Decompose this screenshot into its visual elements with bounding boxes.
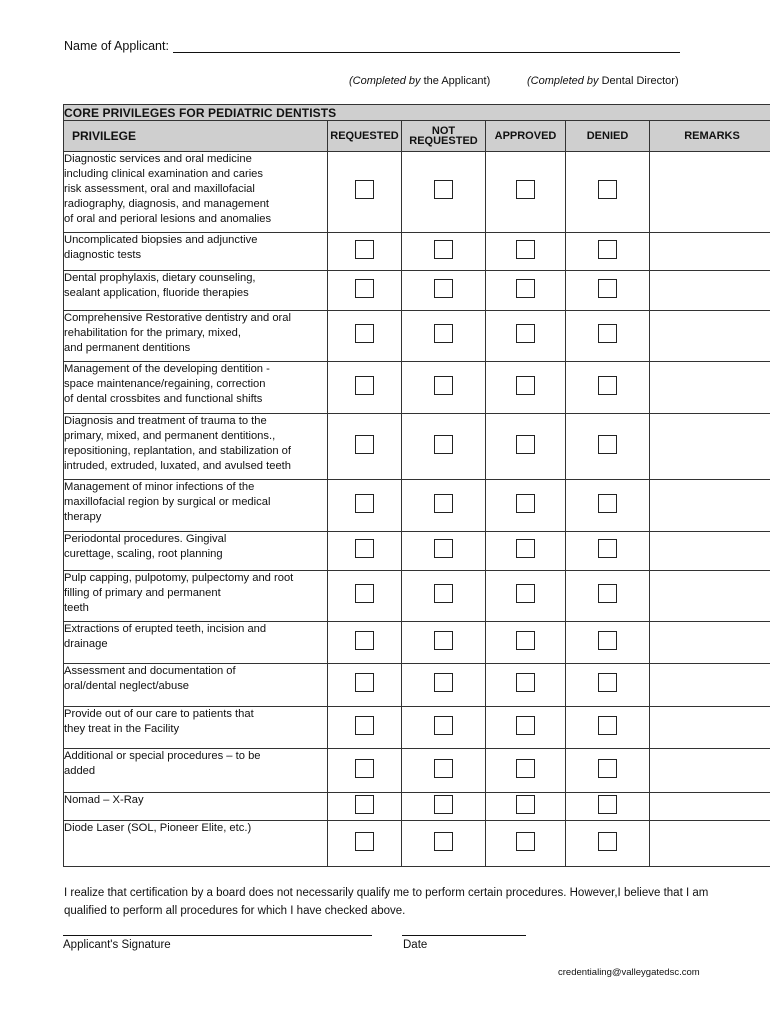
- requested-cell: [328, 793, 402, 821]
- denied-checkbox[interactable]: [598, 631, 617, 650]
- approved-checkbox[interactable]: [516, 180, 535, 199]
- requested-checkbox[interactable]: [355, 584, 374, 603]
- approved-cell: [486, 414, 566, 480]
- privilege-description: [64, 707, 328, 749]
- requested-cell: [328, 622, 402, 664]
- requested-checkbox[interactable]: [355, 795, 374, 814]
- denied-cell: [566, 571, 650, 622]
- not-requested-cell: [402, 362, 486, 414]
- privilege-text-line: radiography, diagnosis, and management: [64, 198, 270, 210]
- table-row: [64, 311, 770, 362]
- table-row: [64, 271, 770, 311]
- table-title: CORE PRIVILEGES FOR PEDIATRIC DENTISTS: [64, 105, 770, 121]
- not-requested-checkbox[interactable]: [434, 539, 453, 558]
- privilege-text-line: Diagnostic services and oral medicine: [64, 153, 252, 165]
- privilege-text-line: Nomad – X-Ray: [64, 794, 144, 806]
- requested-cell: [328, 821, 402, 867]
- approved-cell: [486, 532, 566, 571]
- privileges-table: [63, 104, 770, 867]
- privilege-text-line: of dental crossbites and functional shifts: [64, 393, 263, 405]
- requested-checkbox[interactable]: [355, 494, 374, 513]
- not-requested-checkbox[interactable]: [434, 435, 453, 454]
- privilege-description: [64, 749, 328, 793]
- denied-cell: [566, 480, 650, 532]
- completed-by-director-note: (Completed by Dental Director): [527, 75, 679, 87]
- denied-checkbox[interactable]: [598, 435, 617, 454]
- approved-cell: [486, 622, 566, 664]
- privilege-text-line: Periodontal procedures. Gingival: [64, 533, 227, 545]
- certification-statement: I realize that certification by a board does not necessarily qualify me to perform certain procedures. However,I believe that I am qualified to perform all procedures for which I have checked above.: [64, 887, 709, 917]
- privilege-text-line: Provide out of our care to patients that: [64, 708, 254, 720]
- denied-cell: [566, 532, 650, 571]
- denied-cell: [566, 414, 650, 480]
- requested-cell: [328, 414, 402, 480]
- denied-checkbox[interactable]: [598, 795, 617, 814]
- col-header-requested: REQUESTED: [328, 121, 402, 152]
- approved-checkbox[interactable]: [516, 759, 535, 778]
- requested-checkbox[interactable]: [355, 376, 374, 395]
- not-requested-checkbox[interactable]: [434, 716, 453, 735]
- privilege-text-line: curettage, scaling, root planning: [64, 548, 223, 560]
- approved-cell: [486, 233, 566, 271]
- privilege-description: [64, 362, 328, 414]
- approved-checkbox[interactable]: [516, 376, 535, 395]
- privilege-text-line: therapy: [64, 511, 102, 523]
- approved-cell: [486, 152, 566, 233]
- denied-checkbox[interactable]: [598, 673, 617, 692]
- privilege-description: [64, 664, 328, 707]
- not-requested-cell: [402, 664, 486, 707]
- denied-checkbox[interactable]: [598, 376, 617, 395]
- not-requested-cell: [402, 532, 486, 571]
- approved-checkbox[interactable]: [516, 240, 535, 259]
- requested-cell: [328, 532, 402, 571]
- requested-checkbox[interactable]: [355, 180, 374, 199]
- applicant-name-label: Name of Applicant:: [64, 39, 169, 53]
- approved-checkbox[interactable]: [516, 716, 535, 735]
- denied-cell: [566, 707, 650, 749]
- denied-cell: [566, 311, 650, 362]
- not-requested-checkbox[interactable]: [434, 279, 453, 298]
- requested-cell: [328, 233, 402, 271]
- privilege-description: [64, 793, 328, 821]
- privilege-text-line: maxillofacial region by surgical or medical: [64, 496, 271, 508]
- table-row: [64, 152, 770, 233]
- remarks-cell[interactable]: [650, 152, 770, 233]
- not-requested-cell: [402, 414, 486, 480]
- privilege-text-line: intruded, extruded, luxated, and avulsed teeth: [64, 460, 292, 472]
- denied-cell: [566, 749, 650, 793]
- signature-line[interactable]: [63, 935, 372, 936]
- not-requested-checkbox[interactable]: [434, 324, 453, 343]
- not-requested-cell: [402, 480, 486, 532]
- table-row: [64, 707, 770, 749]
- table-row: [64, 821, 770, 867]
- not-requested-checkbox[interactable]: [434, 673, 453, 692]
- approved-checkbox[interactable]: [516, 584, 535, 603]
- remarks-cell[interactable]: [650, 707, 770, 749]
- approved-checkbox[interactable]: [516, 279, 535, 298]
- col-header-privilege: PRIVILEGE: [64, 121, 328, 152]
- not-requested-cell: [402, 233, 486, 271]
- not-requested-checkbox[interactable]: [434, 584, 453, 603]
- not-requested-checkbox[interactable]: [434, 795, 453, 814]
- requested-cell: [328, 362, 402, 414]
- approved-cell: [486, 749, 566, 793]
- requested-checkbox[interactable]: [355, 716, 374, 735]
- requested-cell: [328, 707, 402, 749]
- privilege-text-line: diagnostic tests: [64, 249, 142, 261]
- approved-cell: [486, 362, 566, 414]
- requested-checkbox[interactable]: [355, 631, 374, 650]
- remarks-cell[interactable]: [650, 793, 770, 821]
- remarks-cell[interactable]: [650, 414, 770, 480]
- not-requested-cell: [402, 749, 486, 793]
- denied-cell: [566, 233, 650, 271]
- table-row: [64, 664, 770, 707]
- not-requested-cell: [402, 821, 486, 867]
- denied-checkbox[interactable]: [598, 832, 617, 851]
- privilege-text-line: rehabilitation for the primary, mixed,: [64, 327, 241, 339]
- privilege-text-line: Uncomplicated biopsies and adjunctive: [64, 234, 258, 246]
- privilege-description: [64, 414, 328, 480]
- privilege-text-line: Assessment and documentation of: [64, 665, 236, 677]
- denied-cell: [566, 821, 650, 867]
- denied-checkbox[interactable]: [598, 584, 617, 603]
- requested-checkbox[interactable]: [355, 435, 374, 454]
- requested-checkbox[interactable]: [355, 832, 374, 851]
- privilege-text-line: Management of the developing dentition -: [64, 363, 270, 375]
- approved-cell: [486, 311, 566, 362]
- approved-checkbox[interactable]: [516, 435, 535, 454]
- not-requested-cell: [402, 152, 486, 233]
- remarks-cell[interactable]: [650, 821, 770, 867]
- denied-checkbox[interactable]: [598, 494, 617, 513]
- requested-cell: [328, 664, 402, 707]
- approved-checkbox[interactable]: [516, 795, 535, 814]
- approved-checkbox[interactable]: [516, 539, 535, 558]
- signature-label: Applicant's Signature: [63, 939, 171, 951]
- privilege-description: [64, 622, 328, 664]
- completed-by-applicant-note: (Completed by the Applicant): [349, 75, 491, 87]
- col-header-denied: DENIED: [566, 121, 650, 152]
- privilege-text-line: space maintenance/regaining, correction: [64, 378, 266, 390]
- privilege-text-line: drainage: [64, 638, 108, 650]
- col-header-approved: APPROVED: [486, 121, 566, 152]
- requested-cell: [328, 152, 402, 233]
- privilege-text-line: risk assessment, oral and maxillofacial: [64, 183, 255, 195]
- approved-cell: [486, 664, 566, 707]
- approved-checkbox[interactable]: [516, 324, 535, 343]
- remarks-cell[interactable]: [650, 664, 770, 707]
- privilege-text-line: including clinical examination and caries: [64, 168, 263, 180]
- approved-checkbox[interactable]: [516, 832, 535, 851]
- not-requested-cell: [402, 271, 486, 311]
- not-requested-checkbox[interactable]: [434, 240, 453, 259]
- approved-checkbox[interactable]: [516, 631, 535, 650]
- privilege-description: [64, 821, 328, 867]
- remarks-cell[interactable]: [650, 311, 770, 362]
- requested-checkbox[interactable]: [355, 673, 374, 692]
- date-line[interactable]: [402, 935, 526, 936]
- denied-cell: [566, 271, 650, 311]
- table-row: [64, 480, 770, 532]
- denied-checkbox[interactable]: [598, 324, 617, 343]
- privilege-text-line: Management of minor infections of the: [64, 481, 255, 493]
- approved-cell: [486, 707, 566, 749]
- privilege-text-line: Dental prophylaxis, dietary counseling,: [64, 272, 256, 284]
- table-row: [64, 749, 770, 793]
- privilege-text-line: Diode Laser (SOL, Pioneer Elite, etc.): [64, 822, 252, 834]
- privilege-description: [64, 571, 328, 622]
- privilege-description: [64, 532, 328, 571]
- requested-cell: [328, 480, 402, 532]
- not-requested-checkbox[interactable]: [434, 376, 453, 395]
- privilege-text-line: sealant application, fluoride therapies: [64, 287, 249, 299]
- approved-checkbox[interactable]: [516, 673, 535, 692]
- requested-checkbox[interactable]: [355, 240, 374, 259]
- denied-cell: [566, 152, 650, 233]
- requested-cell: [328, 271, 402, 311]
- not-requested-checkbox[interactable]: [434, 759, 453, 778]
- table-row: [64, 571, 770, 622]
- privilege-text-line: primary, mixed, and permanent dentitions.,: [64, 430, 276, 442]
- privilege-text-line: Extractions of erupted teeth, incision and: [64, 623, 267, 635]
- denied-checkbox[interactable]: [598, 279, 617, 298]
- denied-checkbox[interactable]: [598, 180, 617, 199]
- requested-checkbox[interactable]: [355, 759, 374, 778]
- privilege-text-line: Pulp capping, pulpotomy, pulpectomy and root: [64, 572, 294, 584]
- not-requested-cell: [402, 622, 486, 664]
- approved-cell: [486, 821, 566, 867]
- privilege-text-line: Diagnosis and treatment of trauma to the: [64, 415, 267, 427]
- approved-cell: [486, 793, 566, 821]
- privilege-description: [64, 152, 328, 233]
- remarks-cell[interactable]: [650, 233, 770, 271]
- privilege-description: [64, 480, 328, 532]
- date-label: Date: [403, 939, 428, 951]
- not-requested-checkbox[interactable]: [434, 494, 453, 513]
- col-header-remarks: REMARKS: [650, 121, 770, 152]
- denied-cell: [566, 664, 650, 707]
- table-row: [64, 414, 770, 480]
- privilege-description: [64, 271, 328, 311]
- remarks-cell[interactable]: [650, 480, 770, 532]
- approved-cell: [486, 571, 566, 622]
- requested-checkbox[interactable]: [355, 279, 374, 298]
- not-requested-cell: [402, 571, 486, 622]
- denied-checkbox[interactable]: [598, 539, 617, 558]
- not-requested-cell: [402, 793, 486, 821]
- privilege-text-line: and permanent dentitions: [64, 342, 191, 354]
- privilege-description: [64, 233, 328, 271]
- privilege-text-line: repositioning, replantation, and stabilization of: [64, 445, 292, 457]
- denied-checkbox[interactable]: [598, 759, 617, 778]
- privilege-description: [64, 311, 328, 362]
- applicant-name-row: [64, 38, 680, 53]
- not-requested-checkbox[interactable]: [434, 832, 453, 851]
- denied-checkbox[interactable]: [598, 716, 617, 735]
- privilege-text-line: Additional or special procedures – to be: [64, 750, 261, 762]
- remarks-cell[interactable]: [650, 571, 770, 622]
- requested-checkbox[interactable]: [355, 324, 374, 343]
- requested-cell: [328, 571, 402, 622]
- table-row: [64, 532, 770, 571]
- denied-cell: [566, 793, 650, 821]
- approved-checkbox[interactable]: [516, 494, 535, 513]
- requested-cell: [328, 749, 402, 793]
- privilege-text-line: teeth: [64, 602, 89, 614]
- remarks-cell[interactable]: [650, 532, 770, 571]
- privilege-text-line: they treat in the Facility: [64, 723, 180, 735]
- denied-cell: [566, 362, 650, 414]
- approved-cell: [486, 480, 566, 532]
- col-header-not-requested: NOT REQUESTED: [402, 121, 486, 152]
- privilege-text-line: added: [64, 765, 96, 777]
- table-row: [64, 793, 770, 821]
- table-row: [64, 233, 770, 271]
- remarks-cell[interactable]: [650, 622, 770, 664]
- not-requested-checkbox[interactable]: [434, 631, 453, 650]
- not-requested-cell: [402, 707, 486, 749]
- not-requested-cell: [402, 311, 486, 362]
- approved-cell: [486, 271, 566, 311]
- requested-checkbox[interactable]: [355, 539, 374, 558]
- table-row: [64, 362, 770, 414]
- privilege-text-line: Comprehensive Restorative dentistry and oral: [64, 312, 291, 324]
- remarks-cell[interactable]: [650, 362, 770, 414]
- denied-cell: [566, 622, 650, 664]
- remarks-cell[interactable]: [650, 271, 770, 311]
- privilege-text-line: of oral and perioral lesions and anomalies: [64, 213, 272, 225]
- table-row: [64, 622, 770, 664]
- privilege-text-line: filling of primary and permanent: [64, 587, 221, 599]
- denied-checkbox[interactable]: [598, 240, 617, 259]
- contact-email: credentialing@valleygatedsc.com: [558, 967, 700, 978]
- applicant-name-field[interactable]: [173, 38, 680, 53]
- not-requested-checkbox[interactable]: [434, 180, 453, 199]
- remarks-cell[interactable]: [650, 749, 770, 793]
- privilege-text-line: oral/dental neglect/abuse: [64, 680, 190, 692]
- requested-cell: [328, 311, 402, 362]
